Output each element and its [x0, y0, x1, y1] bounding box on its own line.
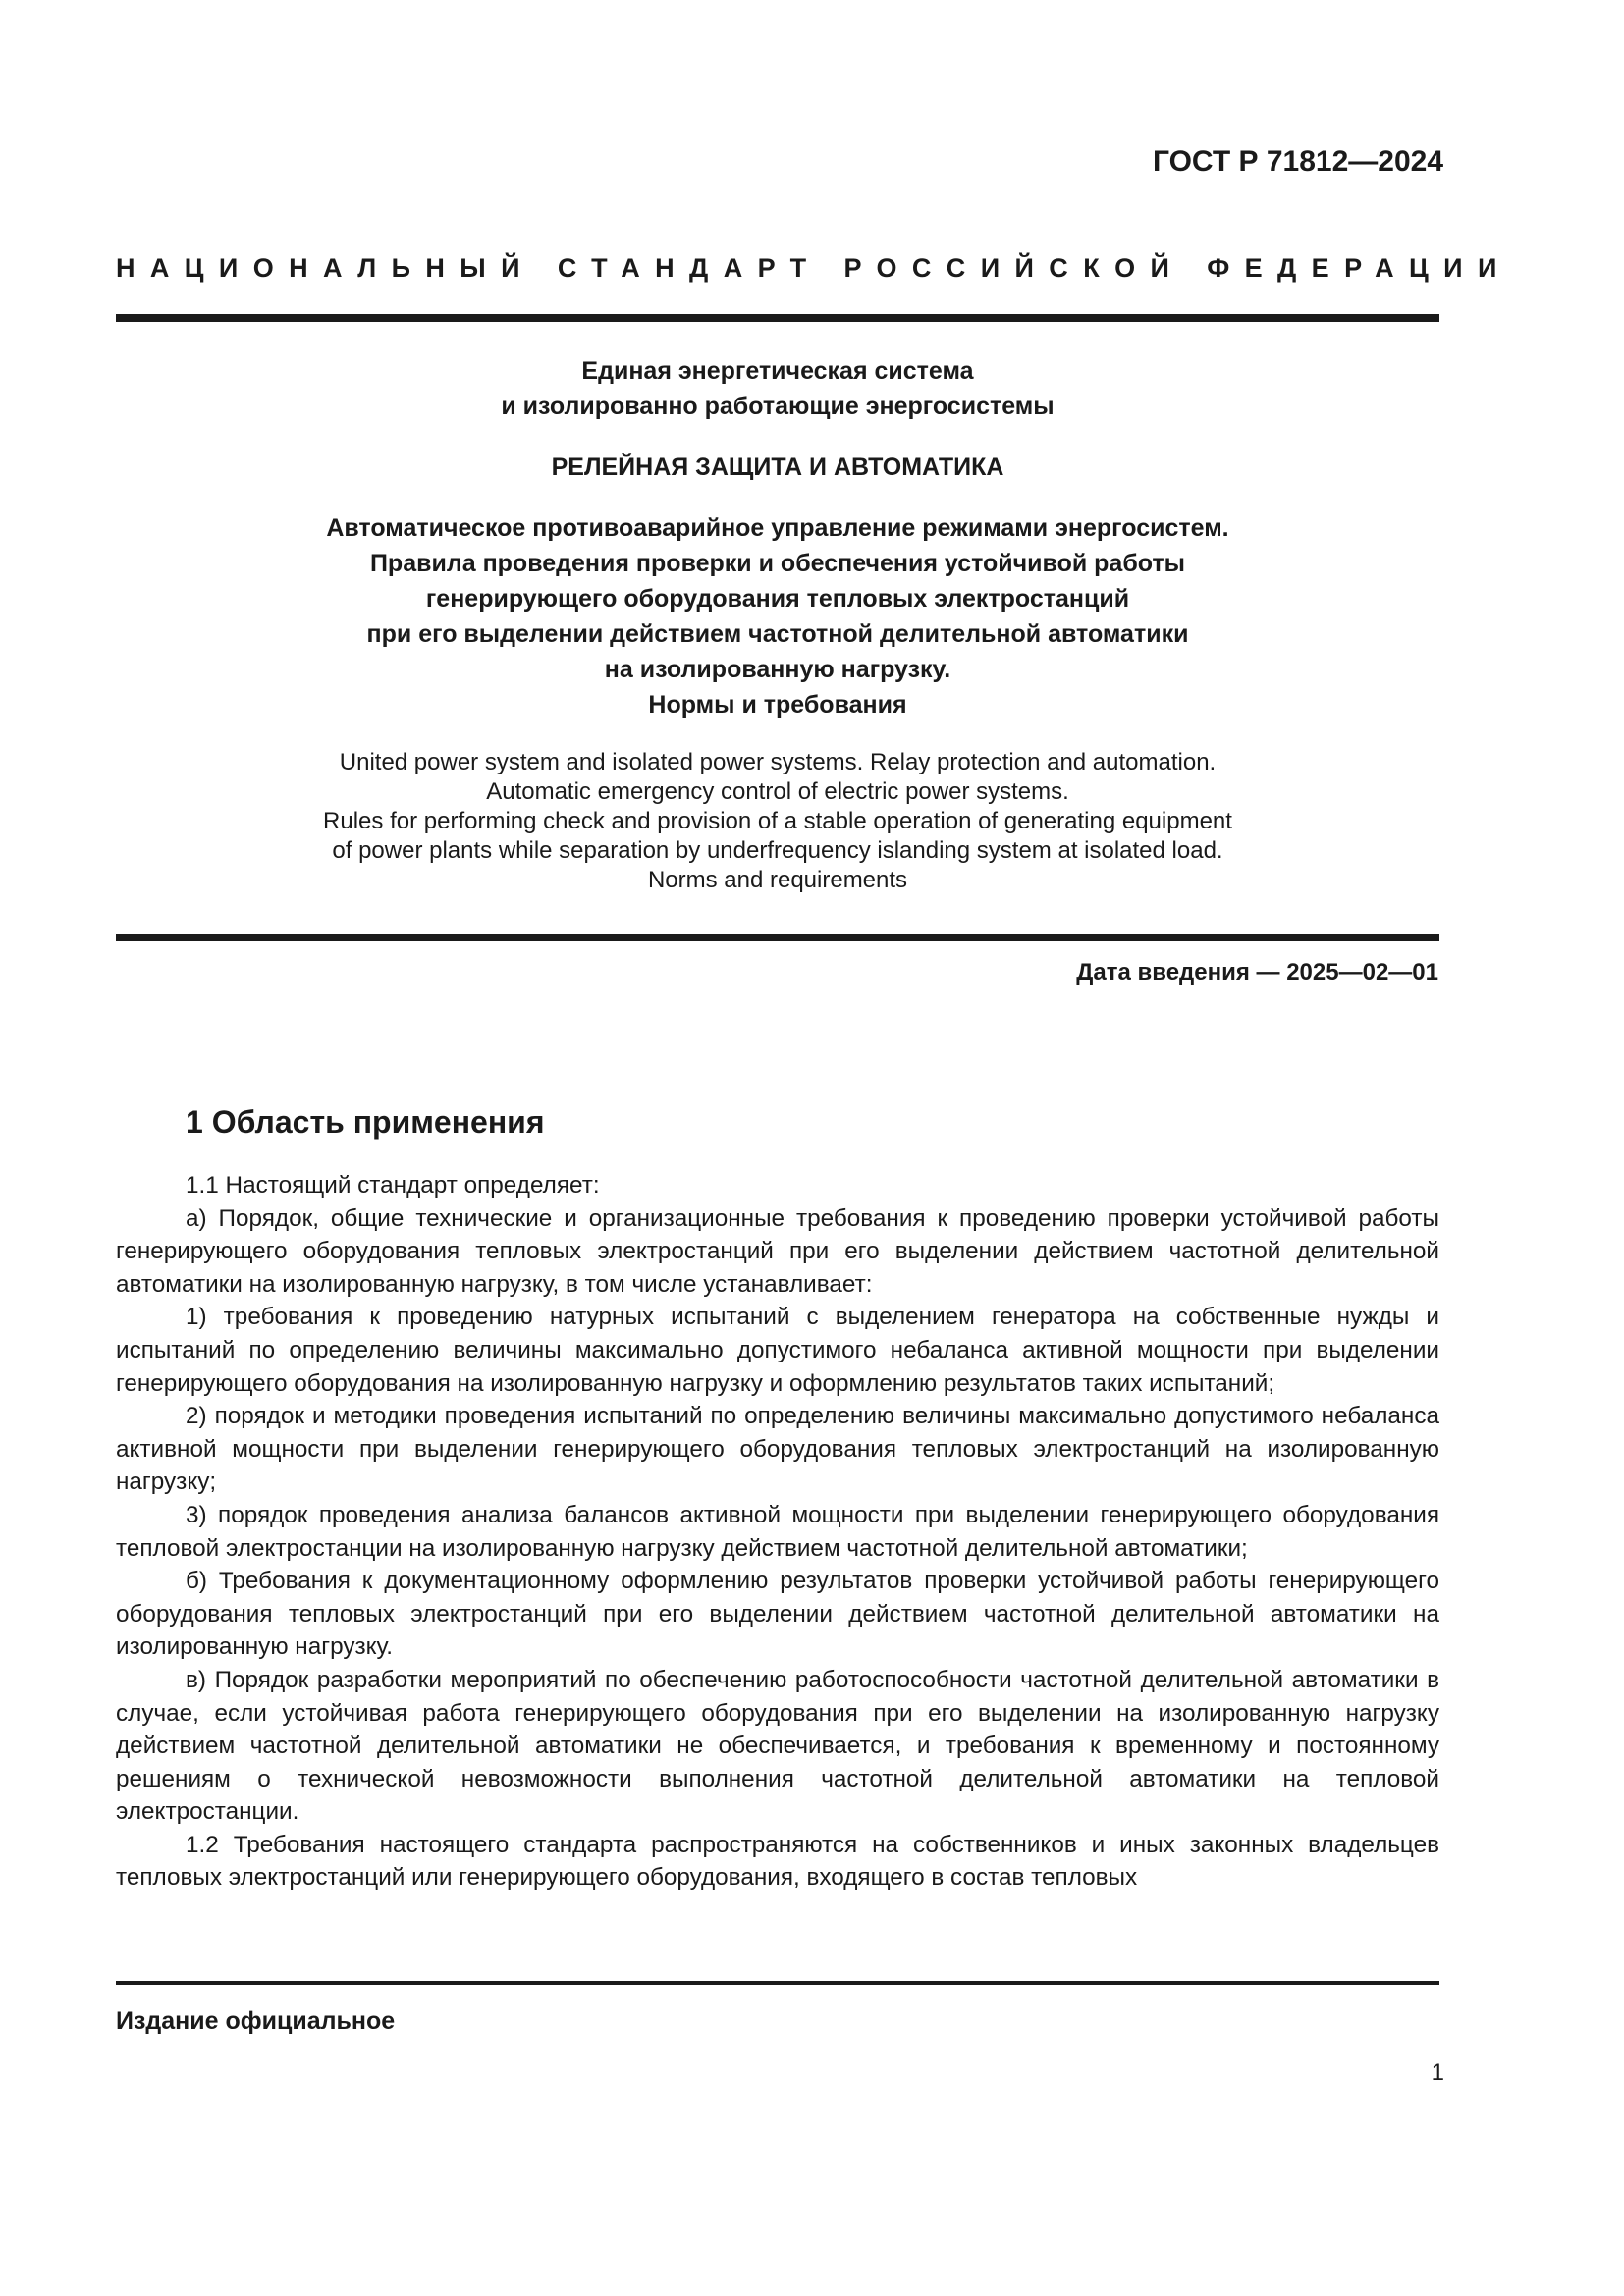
title-desc-2: Правила проведения проверки и обеспечения устойчивой работы [369, 550, 1186, 577]
title-block-en [116, 748, 1439, 895]
page-number: 1 [1431, 2059, 1444, 2086]
title-line-2: и изолированно работающие энергосистемы [501, 393, 1055, 420]
title-en-line-5: Norms and requirements [647, 867, 908, 893]
title-en-line-1: United power system and isolated power systems. Relay protection and automation. [339, 749, 1217, 775]
paragraph: 2) порядок и методики проведения испытаний по определению величины максимально допустимого небаланса активной мощности при выделении генерирующего оборудования тепловых электростанций на изолированную нагрузку; [116, 1403, 1439, 1496]
title-block-ru [116, 353, 1439, 722]
title-en-line-3: Rules for performing check and provision of a stable operation of generating equipment [323, 808, 1232, 834]
official-edition-label: Издание официальное [116, 2007, 396, 2035]
title-desc-1: Автоматическое противоаварийное управление режимами энергосистем. [326, 514, 1229, 542]
title-desc-5: на изолированную нагрузку. [604, 656, 951, 683]
title-divider [116, 934, 1439, 941]
section-heading: 1 Область применения [186, 1104, 545, 1140]
paragraph: б) Требования к документационному оформлению результатов проверки устойчивой работы генерирующего оборудования тепловых электростанций при его выделении действием частотной делительной автоматики на изолированную нагрузку. [116, 1568, 1439, 1661]
paragraph: 1.1 Настоящий стандарт определяет: [186, 1172, 600, 1199]
paragraph: в) Порядок разработки мероприятий по обеспечению работоспособности частотной делительной автоматики в случае, если устойчивая работа генерирующего оборудования при его выделении на изолированную нагрузку действием частотной делительной автоматики не обеспечивается, и требования к временному и постоянному решениям о технической невозможности выполнения частотной делительной автоматики на тепловой электростанции. [116, 1666, 1439, 1826]
top-divider [116, 314, 1439, 322]
title-desc-3: генерирующего оборудования тепловых электростанций [425, 585, 1130, 613]
introduction-date: Дата введения — 2025—02—01 [1076, 959, 1438, 986]
paragraph: 1) требования к проведению натурных испытаний с выделением генератора на собственные нужды и испытаний по определению величины максимально допустимого небаланса активной мощности при выделении генерирующего оборудования на изолированную нагрузку и оформлению результатов таких испытаний; [116, 1304, 1439, 1397]
section-body [116, 1169, 1439, 1895]
title-desc-6: Нормы и требования [648, 691, 907, 719]
footer-divider [116, 1981, 1439, 1985]
paragraph: 3) порядок проведения анализа балансов активной мощности при выделении генерирующего оборудования тепловой электростанции на изолированную нагрузку действием частотной делительной автоматики; [116, 1501, 1439, 1562]
title-en-line-4: of power plants while separation by underfrequency islanding system at isolated load. [332, 837, 1223, 864]
standard-banner: НАЦИОНАЛЬНЫЙ СТАНДАРТ РОССИЙСКОЙ ФЕДЕРАЦИИ [116, 253, 1512, 283]
document-number: ГОСТ Р 71812—2024 [1152, 145, 1443, 178]
title-desc-4: при его выделении действием частотной делительной автоматики [366, 620, 1189, 648]
paragraph: а) Порядок, общие технические и организационные требования к проведению проверки устойчивой работы генерирующего оборудования тепловых электростанций при его выделении действием частотной делительной автоматики на изолированную нагрузку, в том числе устанавливает: [116, 1204, 1439, 1298]
title-line-1: Единая энергетическая система [581, 357, 974, 385]
title-subject: РЕЛЕЙНАЯ ЗАЩИТА И АВТОМАТИКА [551, 454, 1004, 481]
paragraph: 1.2 Требования настоящего стандарта распространяются на собственников и иных законных владельцев тепловых электростанций или генерирующего оборудования, входящего в состав тепловых [116, 1831, 1439, 1892]
title-en-line-2: Automatic emergency control of electric power systems. [486, 778, 1069, 805]
